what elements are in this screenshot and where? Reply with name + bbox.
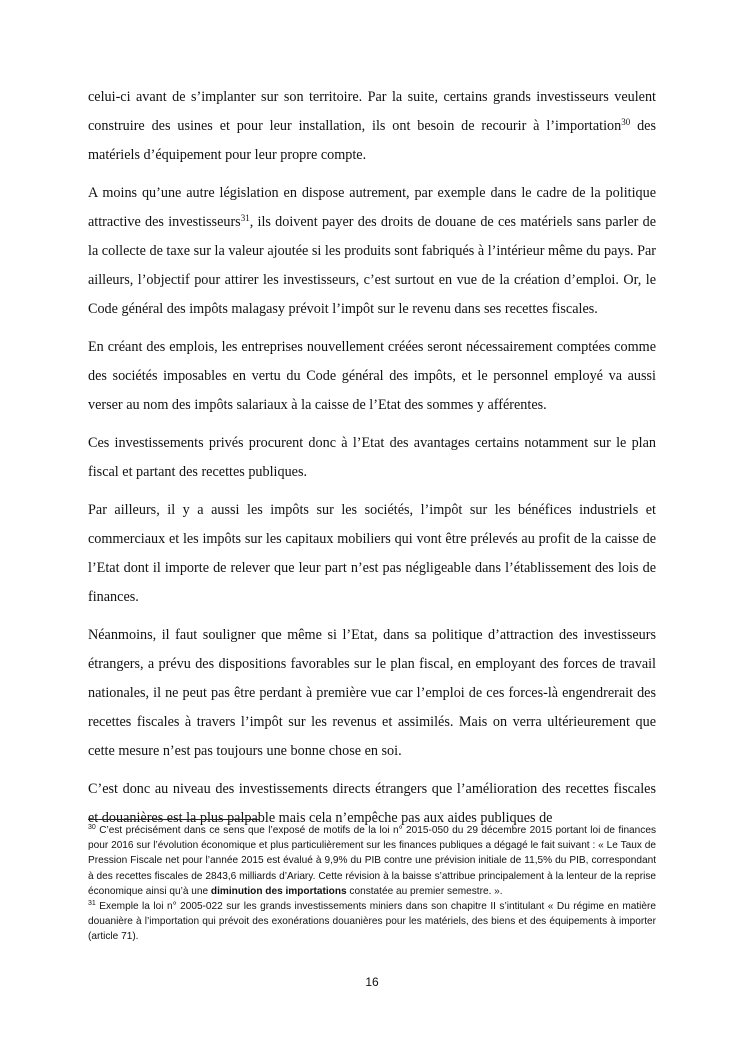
paragraph: Par ailleurs, il y a aussi les impôts sur les sociétés, l’impôt sur les bénéfices industriels et commerciaux et les impôts sur les capitaux mobiliers qui vont être prélevés au profit de la caisse de l’Etat dont il importe de relever que leur part n’est pas négligeable dans l’établissement des lois de finances. xyxy=(88,502,656,605)
footnote-separator xyxy=(88,819,260,820)
footnote-emphasis: diminution des importations xyxy=(210,885,347,897)
paragraph: Ces investissements privés procurent donc à l’Etat des avantages certains notamment sur le plan fiscal et partant des recettes publiques. xyxy=(88,435,656,480)
footnote-number: 31 xyxy=(88,900,96,908)
footnote-30: $^{30}$ C’est précisément dans ce sens que l’exposé de motifs de la loi n° 2015-050 du 29 décembre 2015 portant loi de finances pour 2016 sur l’évolution économique et plus particulièrement sur les finances publiques a dégagé le fait suivant : « Le Taux de Pression Fiscale net pour l’année 2015 est évalué à 9,9% du PIB contre une prévision initiale de 11,5% du PIB, correspondant à des recettes fiscales de 2843,6 milliards d’Ariary. Cette révision à la baisse s’attribue principalement à la lenteur de la reprise économique ainsi qu’à une diminution des importations constatée au premier semestre. ». xyxy=(88,824,656,897)
paragraph: celui-ci avant de s’implanter sur son territoire. Par la suite, certains grands investisseurs veulent construire des usines et pour leur installation, ils ont besoin de recourir à l’importation$^{30}$ des matériels d’équipement pour leur propre compte. xyxy=(88,89,656,163)
footnote-31: $^{31}$ Exemple la loi n° 2005-022 sur les grands investissements miniers dans son chapitre II s’intitulant « Du régime en matière douanière à l’importation qui prévoit des exonérations douanières pour les matériels, des biens et des équipements à importer (article 71). xyxy=(88,900,656,943)
footnote-ref-30[interactable]: 30 xyxy=(621,117,631,127)
body-text xyxy=(88,83,656,842)
paragraph: C’est donc au niveau des investissements directs étrangers que l’amélioration des recettes fiscales et douanières est la plus palpable mais cela n’empêche pas aux aides publiques de xyxy=(88,781,656,826)
paragraph: En créant des emplois, les entreprises nouvellement créées seront nécessairement comptées comme des sociétés imposables en vertu du Code général des impôts, et le personnel employé va aussi verser au nom des impôts salariaux à la caisse de l’Etat des sommes y afférentes. xyxy=(88,339,656,413)
page-number: 16 xyxy=(365,975,379,989)
footnote-ref-31[interactable]: 31 xyxy=(240,213,250,223)
footnotes xyxy=(88,823,656,945)
footnote-number: 30 xyxy=(88,824,96,831)
paragraph: Néanmoins, il faut souligner que même si l’Etat, dans sa politique d’attraction des investisseurs étrangers, a prévu des dispositions favorables sur le plan fiscal, en employant des forces de travail nationales, il ne peut pas être perdant à première vue car l’emploi de ces forces-là engendrerait des recettes fiscales à travers l’impôt sur les revenus et assimilés. Mais on verra ultérieurement que cette mesure n’est pas toujours une bonne chose en soi. xyxy=(88,627,656,759)
paragraph: A moins qu’une autre législation en dispose autrement, par exemple dans le cadre de la politique attractive des investisseurs$^{31}$, ils doivent payer des droits de douane de ces matériels sans parler de la collecte de taxe sur la valeur ajoutée si les produits sont fabriqués à l’intérieur même du pays. Par ailleurs, l’objectif pour attirer les investisseurs, c’est surtout en vue de la création d’emploi. Or, le Code général des impôts malagasy prévoit l’impôt sur le revenu dans ses recettes fiscales. xyxy=(88,185,656,317)
